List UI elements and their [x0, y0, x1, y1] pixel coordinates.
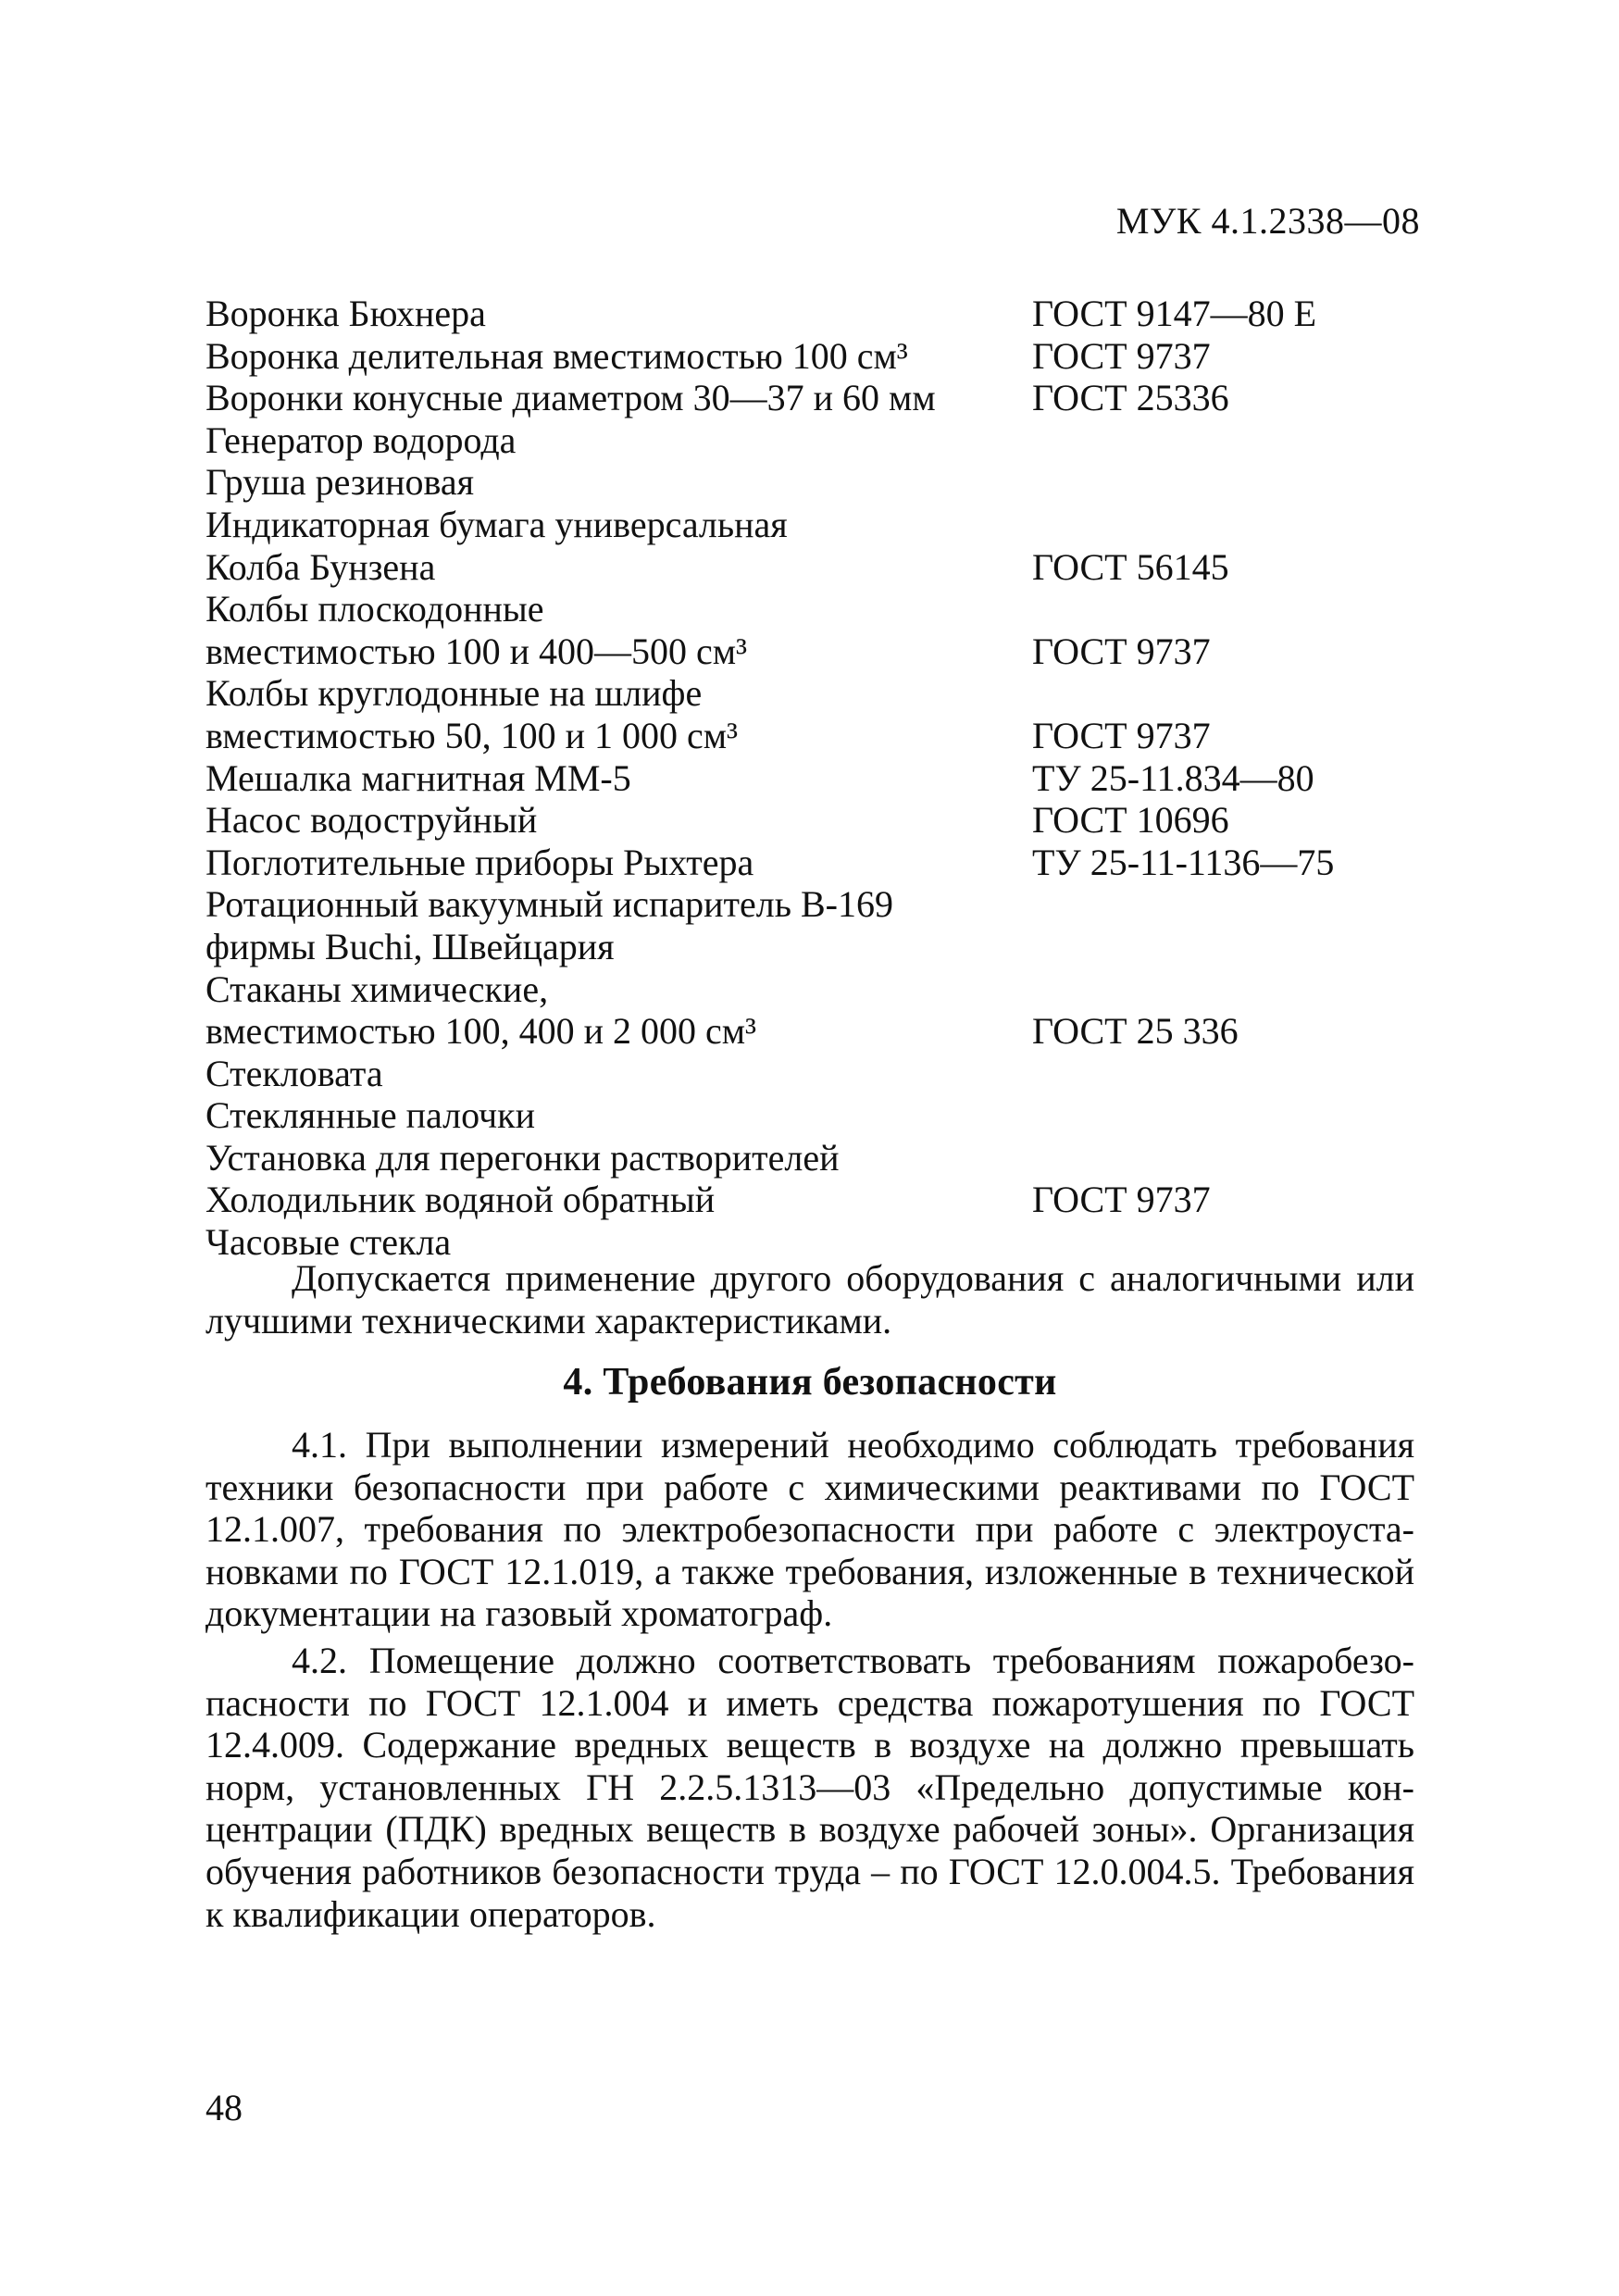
equipment-name: Часовые стекла	[205, 1221, 452, 1264]
equipment-name: Мешалка магнитная ММ-5	[205, 756, 631, 799]
list-item	[205, 293, 1427, 335]
equipment-name: Воронки конусные диаметром 30—37 и 60 мм	[205, 377, 936, 419]
equipment-name: Колбы круглодонные на шлифе	[205, 672, 703, 715]
list-item	[205, 1053, 1427, 1095]
list-item	[205, 883, 1427, 926]
equipment-standard: ГОСТ 56145	[1032, 545, 1229, 588]
equipment-standard	[1032, 461, 1427, 504]
equipment-name: Груша резиновая	[205, 461, 474, 504]
equipment-standard	[1032, 419, 1427, 462]
list-item	[205, 546, 1427, 589]
list-item	[205, 757, 1427, 800]
list-item	[205, 461, 1427, 504]
list-item	[205, 1094, 1427, 1137]
equipment-name: Индикаторная бумага универсальная	[205, 503, 788, 545]
equipment-standard: ГОСТ 25336	[1032, 377, 1229, 419]
equipment-name: Поглотительные приборы Рыхтера	[205, 841, 754, 883]
list-item	[205, 504, 1427, 546]
equipment-standard: ТУ 25-11.834—80	[1032, 756, 1314, 799]
list-item	[205, 1179, 1427, 1221]
section-body	[205, 1424, 1414, 1940]
equipment-standard	[1032, 968, 1427, 1011]
equipment-name: Стекловата	[205, 1052, 383, 1094]
equipment-standard: ТУ 25-11-1136—75	[1032, 841, 1335, 883]
equipment-list	[205, 293, 1427, 1264]
list-item	[205, 588, 1427, 630]
list-item	[205, 377, 1427, 419]
equipment-name: Насос водоструйный	[205, 799, 538, 842]
section-title: 4. Требования безопасности	[563, 1361, 1057, 1404]
equipment-name: вместимостью 100 и 400—500 см³	[205, 630, 748, 672]
equipment-standard	[1032, 1094, 1427, 1137]
paragraph-4-1: 4.1. При выполнении измерений необходимо соблюдать требования техники безопасности при работе с химическими реактивами по ГОСТ 12.1.007, требования по электробезопасности при работе с электроустановками по ГОСТ 12.1.019, а также требования, изложенные в технической документации на газовый хроматограф.	[205, 1424, 1414, 1635]
equipment-standard: ГОСТ 9737	[1032, 630, 1211, 672]
list-item	[205, 715, 1427, 757]
page-number: 48	[205, 2087, 243, 2128]
list-item	[205, 335, 1427, 378]
equipment-standard: ГОСТ 9147—80 Е	[1032, 293, 1317, 334]
equipment-name: Ротационный вакуумный испаритель В-169	[205, 883, 893, 926]
list-item	[205, 842, 1427, 884]
equipment-name: Установка для перегонки растворителей	[205, 1136, 840, 1179]
equipment-standard: ГОСТ 9737	[1032, 1179, 1211, 1221]
equipment-standard	[1032, 883, 1427, 926]
equipment-standard	[1032, 504, 1427, 546]
equipment-name: Стаканы химические,	[205, 967, 549, 1010]
equipment-standard: ГОСТ 10696	[1032, 799, 1229, 842]
equipment-standard	[1032, 672, 1427, 715]
list-item	[205, 926, 1427, 968]
equipment-name: Колба Бунзена	[205, 545, 436, 588]
equipment-name: фирмы Buchi, Швейцария	[205, 925, 615, 967]
equipment-name: Холодильник водяной обратный	[205, 1179, 716, 1221]
equipment-standard	[1032, 588, 1427, 630]
equipment-name: Колбы плоскодонные	[205, 588, 544, 630]
equipment-standard	[1032, 1053, 1427, 1095]
equipment-name: Стеклянные палочки	[205, 1094, 536, 1137]
list-item	[205, 672, 1427, 715]
list-item	[205, 630, 1427, 673]
list-item	[205, 419, 1427, 462]
list-item	[205, 1010, 1427, 1053]
equipment-name: Воронка Бюхнера	[205, 293, 486, 334]
equipment-name: вместимостью 100, 400 и 2 000 см³	[205, 1010, 757, 1053]
equipment-standard	[1032, 1137, 1427, 1179]
equipment-standard	[1032, 926, 1427, 968]
equipment-name: Воронка делительная вместимостью 100 см³	[205, 334, 908, 377]
equipment-note: Допускается применение другого оборудования с аналогичными или лучшими техническими характеристиками.	[205, 1257, 1414, 1341]
equipment-name: Генератор водорода	[205, 418, 517, 461]
list-item	[205, 1137, 1427, 1179]
equipment-standard: ГОСТ 25 336	[1032, 1010, 1239, 1053]
equipment-name: вместимостью 50, 100 и 1 000 см³	[205, 714, 739, 756]
document-code-header: МУК 4.1.2338—08	[1115, 200, 1420, 242]
list-item	[205, 968, 1427, 1011]
equipment-standard: ГОСТ 9737	[1032, 334, 1211, 377]
list-item	[205, 799, 1427, 842]
paragraph-4-2: 4.2. Помещение должно соответствовать требованиям пожаробезопасности по ГОСТ 12.1.004 и иметь средства пожаротушения по ГОСТ 12.4.009. Содержание вредных веществ в воздухе на должно превышать норм, установленных ГН 2.2.5.1313—03 «Предельно допустимые концентрации (ПДК) вредных веществ в воздухе рабочей зоны». Организация обучения работников безопасности труда – по ГОСТ 12.0.004.5. Требования к квалификации операторов.	[205, 1639, 1414, 1935]
equipment-standard: ГОСТ 9737	[1032, 714, 1211, 756]
